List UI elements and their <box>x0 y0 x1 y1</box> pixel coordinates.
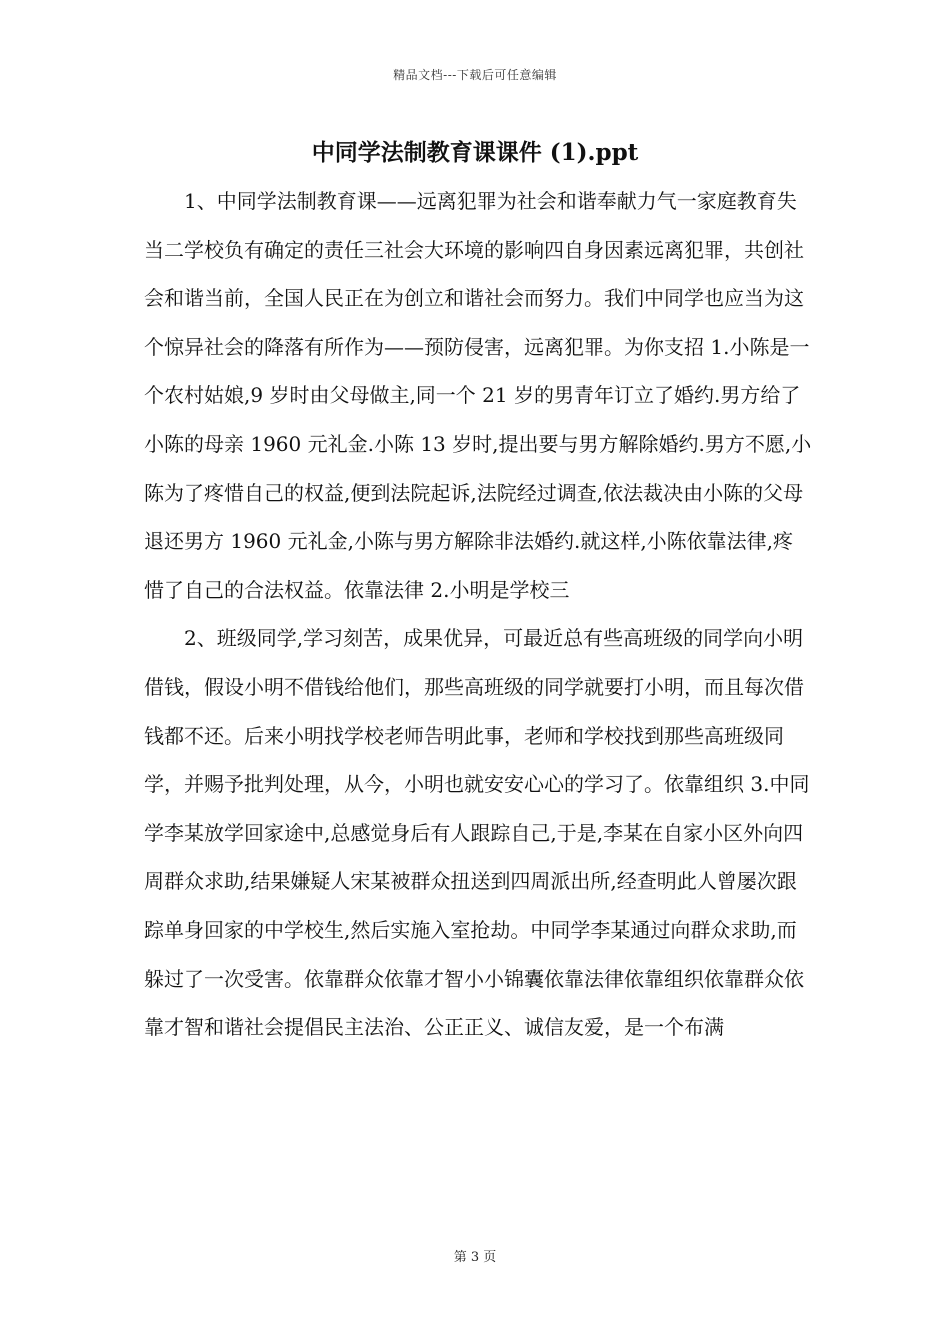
document-title: 中同学法制教育课课件 (1).ppt <box>311 139 639 166</box>
paragraph-2: 2、班级同学,学习刻苦，成果优异，可最近总有些高班级的同学向小明借钱，假设小明不借钱给他们，那些高班级的同学就要打小明，而且每次借钱都不还。后来小明找学校老师告明此事，老师和学校找到那些高班级同学，并赐予批判处理，从今，小明也就安安心心的学习了。依靠组织 3.中同学李某放学回家途中,总感觉身后有人跟踪自己,于是,李某在自家小区外向四周群众求助,结果嫌疑人宋某被群众扭送到四周派出所,经查明此人曾屡次跟踪单身回家的中学校生,然后实施入室抢劫。中同学李某通过向群众求助,而躲过了一次受害。依靠群众依靠才智小小锦囊依靠法律依靠组织依靠群众依靠才智和谐社会提倡民主法治、公正正义、诚信友爱，是一个布满 <box>144 626 810 1040</box>
page-header: 精品文档---下载后可任意编辑 <box>393 68 557 82</box>
paragraph-1: 1、中同学法制教育课——远离犯罪为社会和谐奉献力气一家庭教育失当二学校负有确定的责任三社会大环境的影响四自身因素远离犯罪，共创社会和谐当前，全国人民正在为创立和谐社会而努力。我们中同学也应当为这个惊异社会的降落有所作为——预防侵害，远离犯罪。为你支招 1.小陈是一个农村姑娘,9 岁时由父母做主,同一个 21 岁的男青年订立了婚约.男方给了小陈的母亲 1960 元礼金.小陈 13 岁时,提出要与男方解除婚约.男方不愿,小陈为了疼惜自己的权益,便到法院起诉,法院经过调查,依法裁决由小陈的父母退还男方 1960 元礼金,小陈与男方解除非法婚约.就这样,小陈依靠法律,疼惜了自己的合法权益。依靠法律 2.小明是学校三 <box>144 189 812 602</box>
document-body <box>144 177 812 1052</box>
page-number: 第 3 页 <box>453 1250 497 1265</box>
